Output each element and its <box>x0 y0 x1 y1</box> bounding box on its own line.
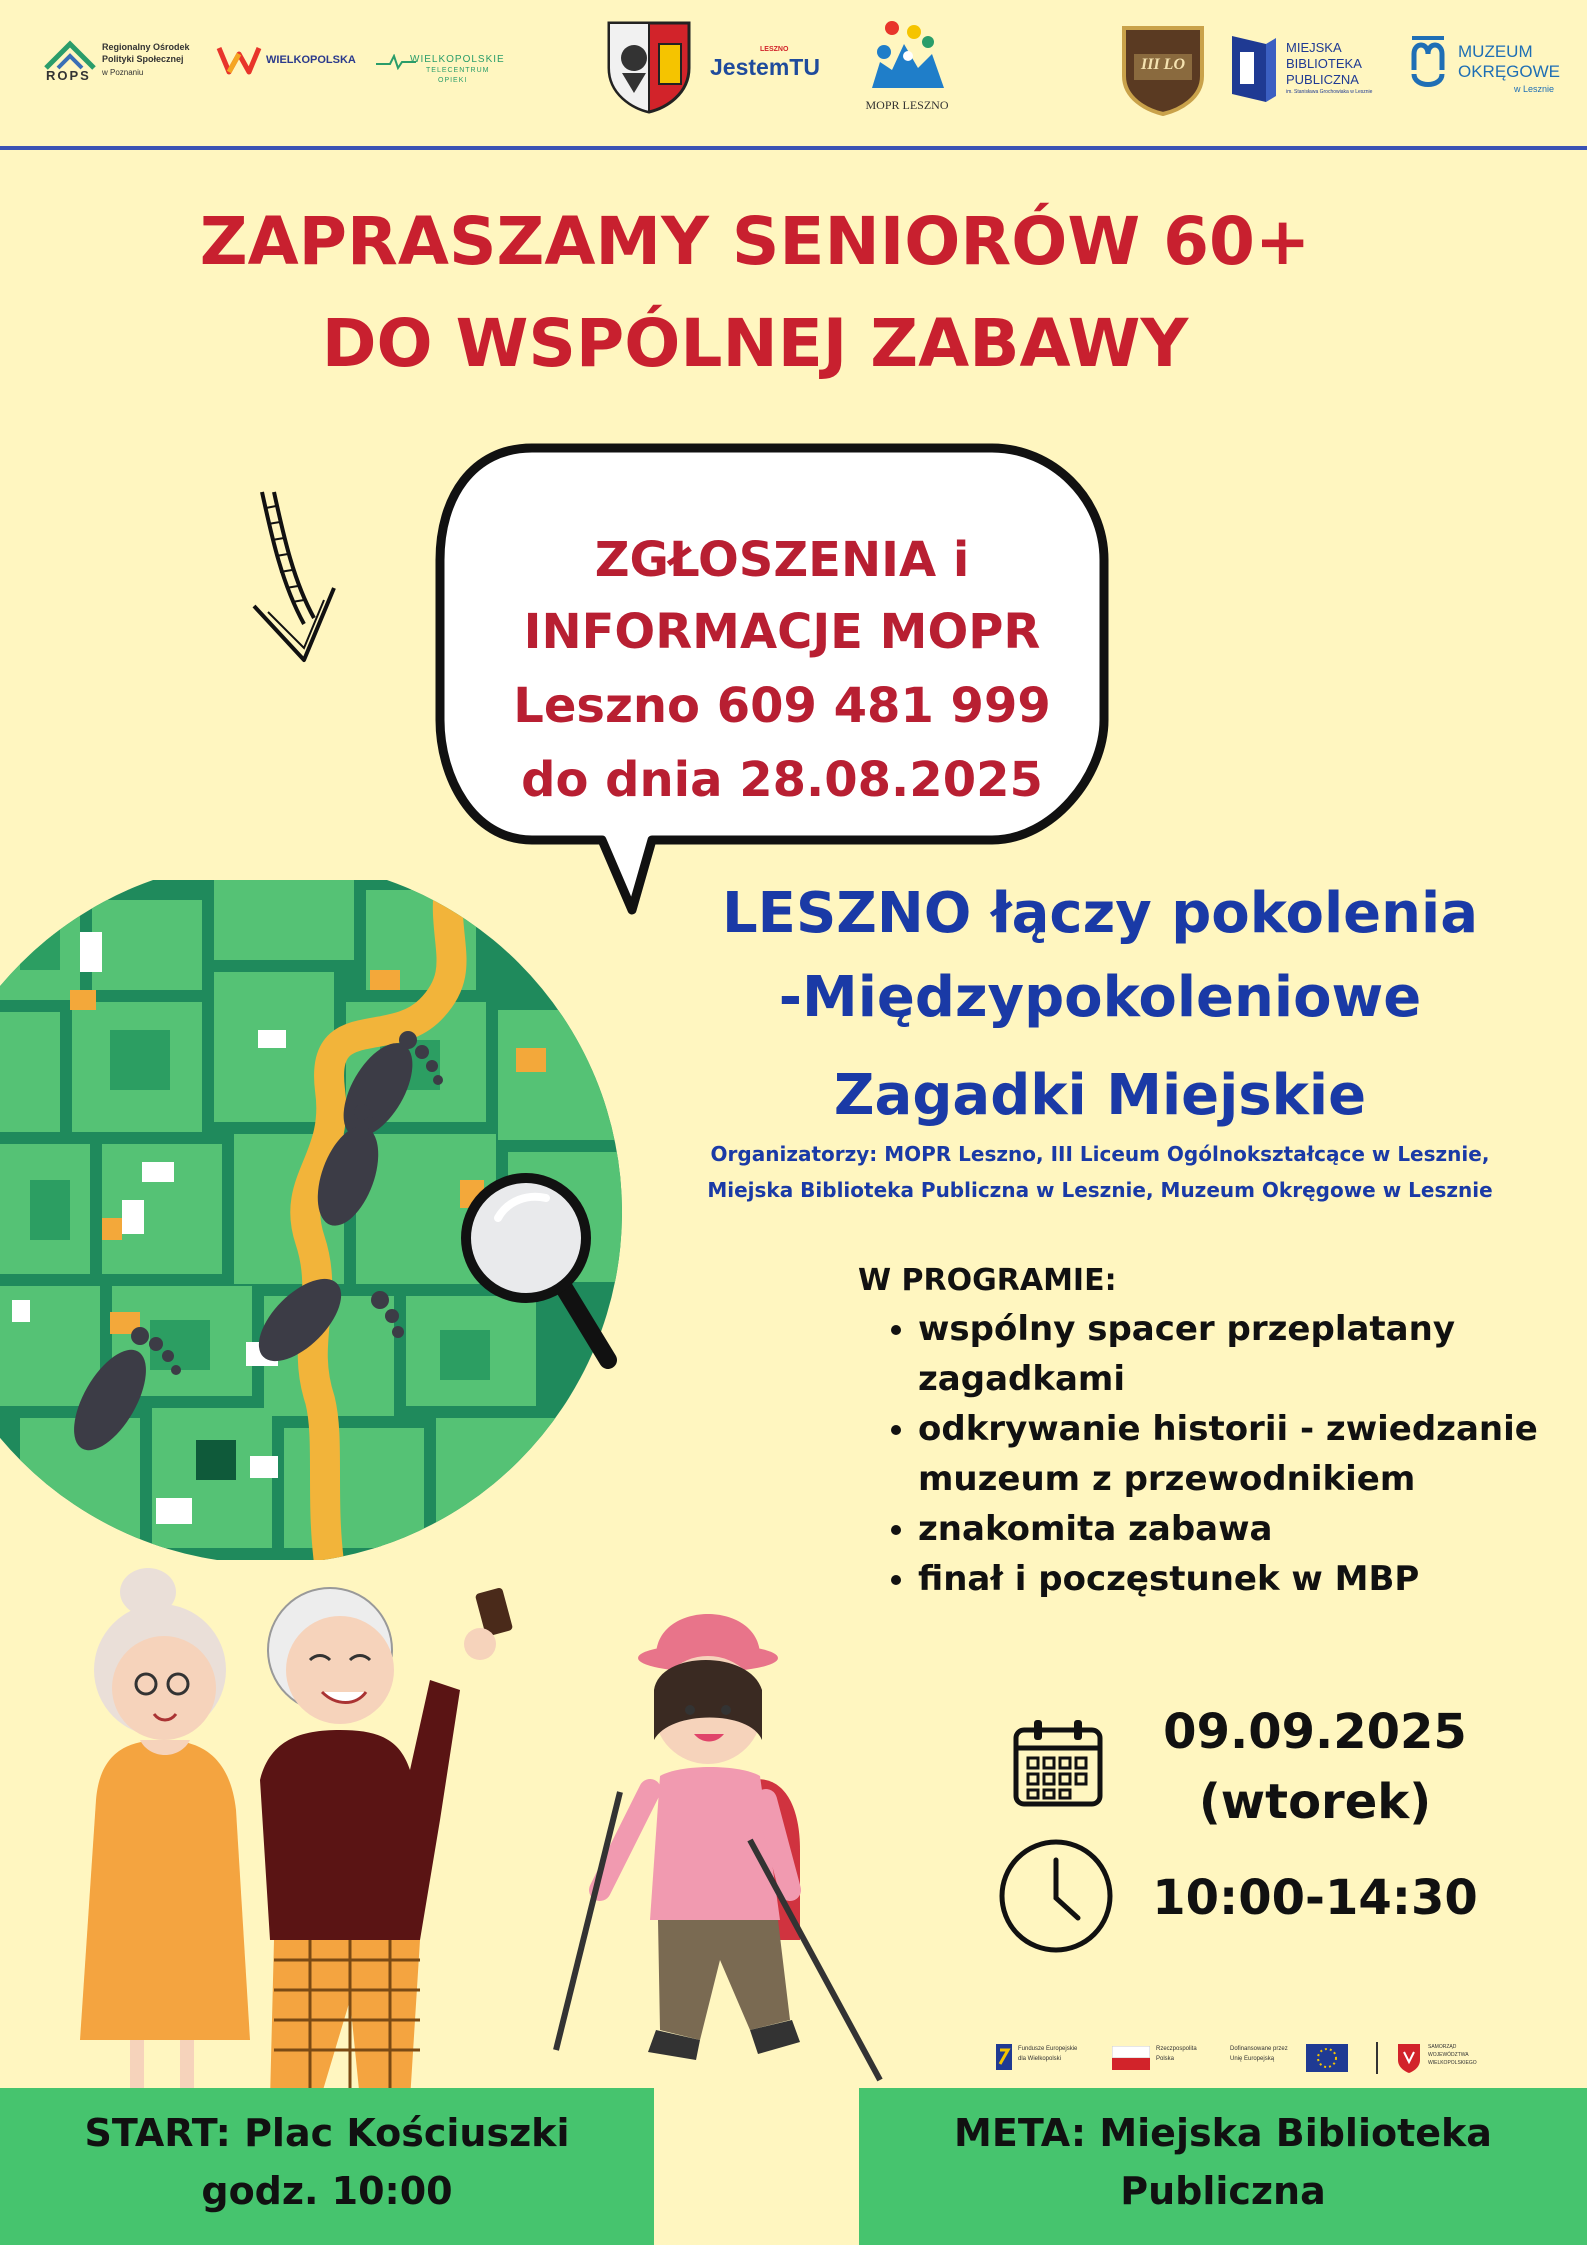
liceum-logo <box>1120 24 1206 116</box>
book-icon <box>1226 32 1280 104</box>
wielkopolska-label: WIELKOPOLSKA <box>266 54 356 66</box>
meta-line2: Publiczna <box>1120 2169 1326 2213</box>
calendar-icon <box>1010 1718 1106 1810</box>
biblioteka-logo <box>1226 32 1376 106</box>
list-item: • finał i poczęstunek w MBP <box>918 1554 1558 1604</box>
program-heading: W PROGRAMIE: <box>858 1263 1117 1298</box>
mopr-figures-icon <box>862 20 952 90</box>
museum-m-icon <box>1406 34 1452 90</box>
telecentrum-line1: WIELKOPOLSKIE <box>410 54 505 65</box>
program-section <box>858 1258 1558 1604</box>
jestemtu-label: JestemTU <box>710 54 820 80</box>
start-line2: godz. 10:00 <box>201 2169 453 2213</box>
muzeum-line2: OKRĘGOWE <box>1458 62 1561 81</box>
mopr-logo <box>852 20 962 120</box>
samorzad-line2: WOJEWÓDZTWA <box>1428 2052 1469 2058</box>
organizers-line1: Organizatorzy: MOPR Leszno, III Liceum Ogólnokształcące w Lesznie, <box>710 1142 1490 1166</box>
fundusze-line1: Fundusze Europejskie <box>1018 2046 1078 2052</box>
headline-line1: ZAPRASZAMY SENIORÓW 60+ <box>199 203 1311 280</box>
biblioteka-line2: BIBLIOTEKA <box>1286 56 1362 71</box>
rp-line2: Polska <box>1156 2056 1175 2062</box>
start-box <box>0 2088 654 2245</box>
eu-flag-icon <box>1306 2044 1348 2072</box>
samorzad-line3: WIELKOPOLSKIEGO <box>1428 2060 1477 2066</box>
polish-flag-icon <box>1112 2046 1150 2070</box>
clock-icon <box>996 1836 1116 1956</box>
organizers-line2: Miejska Biblioteka Publiczna w Lesznie, Muzeum Okręgowe w Lesznie <box>707 1178 1493 1202</box>
list-item: • odkrywanie historii - zwiedzanie muzeum z przewodnikiem <box>918 1404 1558 1504</box>
grandfather-figure <box>260 1587 513 2114</box>
telecentrum-line3: OPIEKI <box>438 77 468 84</box>
samorzad-eagle-icon <box>1396 2042 1422 2074</box>
meta-box <box>859 2088 1587 2245</box>
event-time: 10:00-14:30 <box>1152 1870 1478 1926</box>
rops-line3: w Poznaniu <box>102 68 144 77</box>
header-divider <box>0 146 1587 150</box>
start-line1: START: Plac Kościuszki <box>84 2111 570 2155</box>
wielkopolska-logo <box>216 44 366 84</box>
samorzad-line1: SAMORZĄD <box>1428 2044 1457 2050</box>
meta-line1: META: Miejska Biblioteka <box>954 2111 1492 2155</box>
program-list <box>858 1304 1558 1604</box>
eu-funding-bar <box>994 2036 1514 2082</box>
rops-abbr: ROPS <box>46 68 91 83</box>
telecentrum-logo <box>376 50 526 90</box>
biblioteka-line3: PUBLICZNA <box>1286 72 1359 87</box>
biblioteka-line4: im. Stanisława Grochowiaka w Lesznie <box>1286 89 1373 95</box>
magnifier-icon <box>458 1168 628 1378</box>
liceum-label: III LO <box>1140 56 1185 73</box>
rops-logo <box>44 38 214 88</box>
bubble-line3: Leszno 609 481 999 <box>513 678 1051 734</box>
rops-line2: Polityki Społecznej <box>102 54 184 64</box>
house-icon <box>44 40 96 70</box>
people-illustration <box>60 1560 900 2120</box>
ue-line1: Dofinansowane przez <box>1230 2046 1288 2052</box>
ue-line2: Unię Europejską <box>1230 2056 1275 2062</box>
headline-line2: DO WSPÓLNEJ ZABAWY <box>321 305 1189 382</box>
list-item: • znakomita zabawa <box>918 1504 1558 1554</box>
bubble-line2: INFORMACJE MOPR <box>523 604 1041 660</box>
biblioteka-line1: MIEJSKA <box>1286 40 1342 55</box>
rops-line1: Regionalny Ośrodek <box>102 42 190 52</box>
header-logos <box>0 0 1587 150</box>
fundusze-icon <box>994 2042 1014 2072</box>
telecentrum-line2: TELECENTRUM <box>426 67 490 74</box>
jestemtu-small: LESZNO <box>760 46 789 53</box>
list-item: • wspólny spacer przeplatany zagadkami <box>918 1304 1558 1404</box>
bubble-line4: do dnia 28.08.2025 <box>521 752 1043 808</box>
event-title-line1: LESZNO łączy pokolenia <box>722 881 1478 946</box>
coat-of-arms-icon <box>604 18 694 114</box>
bubble-line1: ZGŁOSZENIA i <box>594 532 970 588</box>
w-mark-icon <box>216 44 262 76</box>
event-date: 09.09.2025 <box>1163 1704 1467 1760</box>
arrow-down-icon <box>248 488 348 668</box>
mopr-label: MOPR LESZNO <box>865 98 949 112</box>
rp-line1: Rzeczpospolita <box>1156 2046 1197 2052</box>
hiker-figure <box>556 1614 880 2080</box>
event-title-line2: -Międzypokoleniowe <box>778 965 1422 1030</box>
event-weekday: (wtorek) <box>1198 1774 1432 1830</box>
jestemtu-logo <box>710 46 830 86</box>
eu-bar-divider <box>1376 2042 1378 2074</box>
muzeum-line1: MUZEUM <box>1458 42 1533 61</box>
grandmother-figure <box>80 1568 250 2106</box>
muzeum-line3: w Lesznie <box>1514 84 1555 94</box>
muzeum-logo <box>1406 34 1566 100</box>
fundusze-line2: dla Wielkopolski <box>1018 2056 1062 2062</box>
event-title-line3: Zagadki Miejskie <box>833 1063 1367 1128</box>
